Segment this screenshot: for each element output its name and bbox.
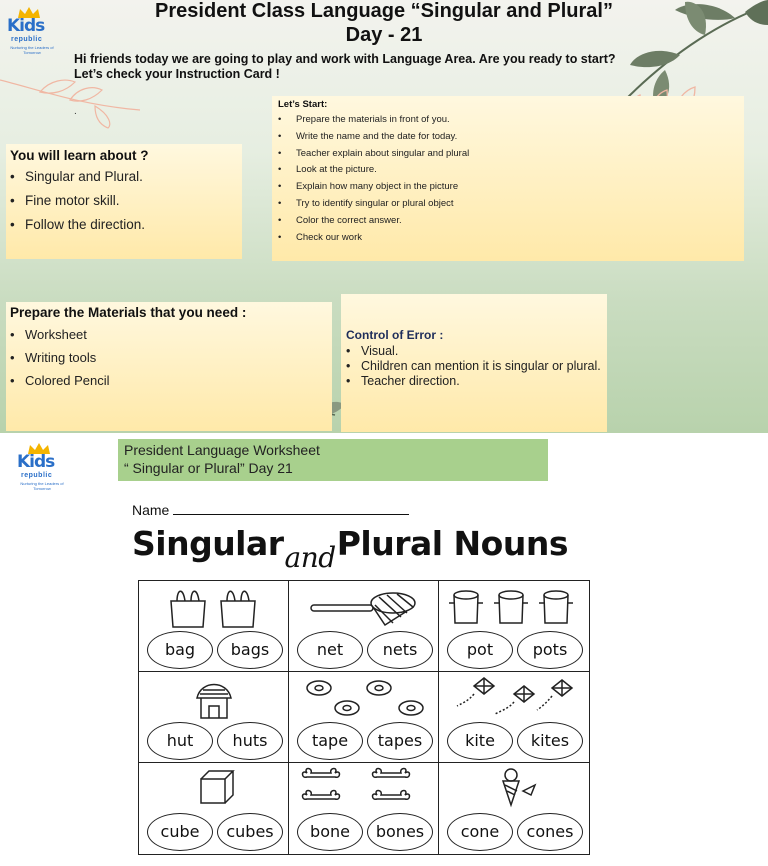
plural-option[interactable]: bones [367,813,433,851]
learn-item: • Fine motor skill. [10,192,145,216]
logo-tagline: Nurturing the Leaders of Tomorrow [10,45,54,55]
hut-icon [139,674,289,720]
worksheet-title: President Language Worksheet [124,442,320,458]
noun-cell-cube [139,763,289,854]
noun-cell-tape [289,672,439,763]
logo-subword: republic [21,472,53,479]
worksheet-heading [132,524,568,574]
start-heading: Let’s Start: [278,99,328,110]
kids-republic-logo-worksheet [17,443,67,491]
kites-icon [439,674,589,720]
logo-word: Kids [7,16,45,36]
plural-option[interactable]: cubes [217,813,283,851]
noun-cell-kite [439,672,589,763]
start-list [278,113,469,247]
singular-option[interactable]: kite [447,722,513,760]
error-item: • Visual. [346,344,602,359]
worksheet-header [118,439,548,481]
noun-cell-net [289,581,439,672]
singular-option[interactable]: bone [297,813,363,851]
logo-subword: republic [11,36,43,43]
plural-option[interactable]: huts [217,722,283,760]
error-list [346,344,602,389]
singular-option[interactable]: cube [147,813,213,851]
singular-option[interactable]: cone [447,813,513,851]
heading-and: and [284,541,336,574]
materials-list [10,326,110,395]
noun-cell-cone [439,763,589,854]
start-item: • Write the name and the date for today. [278,130,469,147]
net-icon [289,583,439,629]
singular-option[interactable]: net [297,631,363,669]
noun-cell-bag [139,581,289,672]
start-item: • Try to identify singular or plural object [278,197,469,214]
materials-item: • Worksheet [10,326,110,349]
learn-item: • Singular and Plural. [10,168,145,192]
materials-card [6,302,332,431]
learn-item: • Follow the direction. [10,216,145,240]
materials-item: • Colored Pencil [10,372,110,395]
lets-start-card [272,96,744,261]
singular-option[interactable]: bag [147,631,213,669]
start-item: • Color the correct answer. [278,214,469,231]
materials-heading: Prepare the Materials that you need : [10,305,247,320]
slide-day: Day - 21 [345,24,423,46]
tapes-icon [289,674,439,720]
plural-option[interactable]: kites [517,722,583,760]
logo-tagline: Nurturing the Leaders of Tomorrow [20,481,64,491]
name-label: Name [132,502,170,518]
singular-option[interactable]: pot [447,631,513,669]
start-item: • Explain how many object in the picture [278,180,469,197]
pots-icon [439,583,589,629]
control-of-error-card [341,294,607,432]
error-item: • Teacher direction. [346,374,602,389]
learn-heading: You will learn about ? [10,148,149,163]
materials-item: • Writing tools [10,349,110,372]
bones-icon [289,765,439,811]
singular-option[interactable]: tape [297,722,363,760]
heading-singular: Singular [132,524,284,563]
intro-line-2: Let’s check your Instruction Card ! [74,67,280,81]
learn-card [6,144,242,259]
plural-option[interactable]: cones [517,813,583,851]
plural-option[interactable]: tapes [367,722,433,760]
learn-list [10,168,145,240]
logo-word: Kids [17,452,55,472]
intro-text [74,52,674,82]
stray-dot: . [74,106,77,117]
bags-icon [139,583,289,629]
noun-grid [138,580,590,855]
plural-option[interactable]: nets [367,631,433,669]
name-field[interactable] [132,502,409,518]
cube-icon [139,765,289,811]
heading-plural-nouns: Plural Nouns [336,524,568,563]
noun-cell-bone [289,763,439,854]
start-item: • Check our work [278,231,469,248]
singular-option[interactable]: hut [147,722,213,760]
start-item: • Look at the picture. [278,163,469,180]
intro-line-1: Hi friends today we are going to play and work with Language Area. Are you ready to start? [74,52,616,66]
cone-icon [439,765,589,811]
plural-option[interactable]: bags [217,631,283,669]
error-heading: Control of Error : [346,328,444,342]
plural-option[interactable]: pots [517,631,583,669]
start-item: • Teacher explain about singular and plural [278,147,469,164]
noun-cell-hut [139,672,289,763]
noun-cell-pot [439,581,589,672]
worksheet-subtitle: “ Singular or Plural” Day 21 [124,460,293,476]
name-blank-line[interactable] [173,502,409,515]
error-item: • Children can mention it is singular or plural. [346,359,602,374]
slide-title: President Class Language “Singular and Plural” [155,0,613,22]
start-item: • Prepare the materials in front of you. [278,113,469,130]
